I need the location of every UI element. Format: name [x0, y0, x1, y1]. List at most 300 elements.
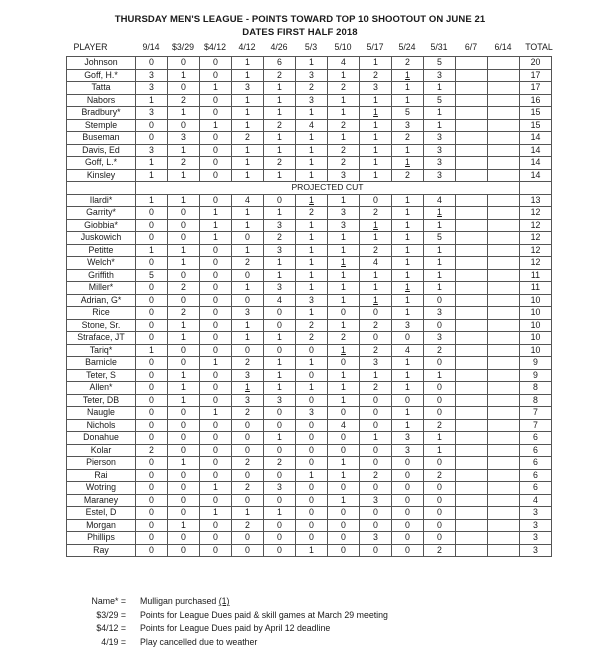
points-cell: 0 [392, 532, 424, 545]
points-cell: 1 [296, 307, 328, 320]
points-cell [456, 219, 488, 232]
table-row [67, 457, 552, 470]
table-row [67, 107, 552, 120]
points-cell: 0 [136, 507, 168, 520]
points-cell: 0 [232, 494, 264, 507]
points-cell: 0 [424, 507, 456, 520]
points-cell: 1 [328, 344, 360, 357]
points-cell: 3 [392, 319, 424, 332]
points-cell: 1 [296, 107, 328, 120]
points-cell [456, 69, 488, 82]
points-cell: 1 [328, 469, 360, 482]
points-cell [488, 107, 520, 120]
points-cell: 4 [360, 257, 392, 270]
total-cell: 10 [520, 307, 552, 320]
total-cell: 4 [520, 494, 552, 507]
total-cell: 10 [520, 294, 552, 307]
points-cell: 1 [424, 107, 456, 120]
points-cell [488, 57, 520, 70]
points-cell: 1 [360, 169, 392, 182]
points-cell: 0 [136, 432, 168, 445]
points-cell [488, 244, 520, 257]
points-cell [456, 94, 488, 107]
points-cell: 3 [424, 69, 456, 82]
points-cell: 0 [200, 519, 232, 532]
points-cell: 0 [168, 119, 200, 132]
player-name: Straface, JT [67, 332, 136, 345]
points-cell: 2 [232, 257, 264, 270]
points-table [66, 56, 552, 557]
points-cell [488, 482, 520, 495]
points-cell: 0 [296, 369, 328, 382]
points-cell [488, 119, 520, 132]
points-cell: 0 [136, 457, 168, 470]
points-cell: 1 [328, 457, 360, 470]
points-cell: 0 [200, 244, 232, 257]
projected-cut-row [67, 182, 552, 195]
sheet-subtitle: DATES FIRST HALF 2018 [242, 27, 358, 38]
points-cell [456, 419, 488, 432]
points-cell: 1 [392, 232, 424, 245]
points-cell: 3 [232, 394, 264, 407]
player-name: Johnson [67, 57, 136, 70]
points-cell: 0 [200, 194, 232, 207]
points-cell: 0 [328, 507, 360, 520]
points-cell: 1 [232, 319, 264, 332]
points-cell: 3 [392, 444, 424, 457]
points-cell: 0 [200, 419, 232, 432]
points-cell: 5 [136, 269, 168, 282]
points-cell: 0 [136, 369, 168, 382]
table-row [67, 144, 552, 157]
points-cell [488, 219, 520, 232]
points-cell [456, 532, 488, 545]
table-row [67, 494, 552, 507]
points-cell: 0 [232, 344, 264, 357]
points-cell: 0 [136, 307, 168, 320]
table-row [67, 232, 552, 245]
points-cell [488, 294, 520, 307]
points-cell: 1 [168, 394, 200, 407]
points-cell [488, 207, 520, 220]
total-cell: 10 [520, 332, 552, 345]
points-cell: 0 [200, 282, 232, 295]
points-cell [488, 419, 520, 432]
points-cell: 2 [232, 519, 264, 532]
points-cell: 1 [392, 357, 424, 370]
points-cell: 1 [296, 169, 328, 182]
player-name: Goff, H.* [67, 69, 136, 82]
total-cell: 12 [520, 219, 552, 232]
table-row [67, 132, 552, 145]
points-cell [488, 169, 520, 182]
table-row [67, 507, 552, 520]
points-cell [456, 232, 488, 245]
points-cell: 3 [232, 369, 264, 382]
points-cell: 1 [392, 307, 424, 320]
points-cell: 0 [232, 532, 264, 545]
points-cell: 0 [392, 332, 424, 345]
points-cell: 0 [296, 457, 328, 470]
cut-blank [520, 182, 552, 195]
points-cell [456, 269, 488, 282]
points-cell: 2 [264, 69, 296, 82]
table-row [67, 169, 552, 182]
points-cell: 2 [264, 232, 296, 245]
points-cell: 0 [168, 482, 200, 495]
points-cell: 0 [136, 294, 168, 307]
points-cell: 0 [232, 469, 264, 482]
points-cell: 1 [328, 232, 360, 245]
total-cell: 8 [520, 394, 552, 407]
table-row [67, 357, 552, 370]
points-cell: 0 [232, 419, 264, 432]
points-cell [456, 57, 488, 70]
points-cell: 1 [424, 369, 456, 382]
player-name: Naugle [67, 407, 136, 420]
points-cell: 1 [168, 332, 200, 345]
points-cell: 2 [328, 144, 360, 157]
note-key: $3/29 = [96, 609, 126, 620]
points-cell: 0 [296, 419, 328, 432]
points-cell: 0 [328, 307, 360, 320]
points-cell: 1 [296, 157, 328, 170]
points-cell: 1 [360, 144, 392, 157]
player-name: Teter, DB [67, 394, 136, 407]
points-cell: 2 [168, 157, 200, 170]
points-cell [456, 357, 488, 370]
points-cell [488, 269, 520, 282]
points-cell [456, 432, 488, 445]
points-cell: 1 [200, 357, 232, 370]
points-cell: 0 [200, 307, 232, 320]
points-cell [456, 544, 488, 557]
points-cell: 0 [328, 444, 360, 457]
total-cell: 3 [520, 519, 552, 532]
points-cell: 2 [168, 307, 200, 320]
points-cell: 1 [264, 432, 296, 445]
total-cell: 14 [520, 157, 552, 170]
points-cell: 0 [264, 344, 296, 357]
points-cell [456, 469, 488, 482]
points-cell: 1 [328, 382, 360, 395]
points-cell: 1 [328, 294, 360, 307]
points-cell: 2 [360, 469, 392, 482]
points-cell [456, 144, 488, 157]
points-cell: 3 [328, 219, 360, 232]
player-name: Morgan [67, 519, 136, 532]
points-cell [456, 82, 488, 95]
header-total: TOTAL [525, 42, 553, 52]
points-cell: 0 [200, 94, 232, 107]
points-cell: 1 [392, 194, 424, 207]
total-cell: 9 [520, 357, 552, 370]
points-cell: 0 [360, 519, 392, 532]
points-cell [488, 157, 520, 170]
points-cell: 3 [264, 282, 296, 295]
points-cell: 1 [360, 282, 392, 295]
total-cell: 20 [520, 57, 552, 70]
points-cell: 1 [392, 69, 424, 82]
points-cell: 1 [360, 132, 392, 145]
points-cell: 4 [264, 294, 296, 307]
points-cell: 1 [200, 482, 232, 495]
points-cell [456, 407, 488, 420]
points-cell: 3 [328, 169, 360, 182]
points-cell: 0 [200, 157, 232, 170]
points-cell: 1 [296, 469, 328, 482]
points-cell: 0 [200, 57, 232, 70]
table-row [67, 219, 552, 232]
points-cell [456, 257, 488, 270]
points-cell: 2 [424, 344, 456, 357]
header-3-29-dues: $3/29 [171, 42, 194, 52]
points-cell: 1 [424, 244, 456, 257]
points-cell [456, 507, 488, 520]
points-cell: 3 [392, 432, 424, 445]
points-cell: 3 [424, 132, 456, 145]
points-cell: 0 [136, 532, 168, 545]
points-cell: 0 [200, 469, 232, 482]
points-cell: 0 [296, 344, 328, 357]
points-cell: 0 [264, 407, 296, 420]
points-cell: 2 [232, 482, 264, 495]
points-cell: 1 [392, 219, 424, 232]
points-cell: 0 [232, 294, 264, 307]
cut-blank [67, 182, 136, 195]
points-cell: 0 [136, 319, 168, 332]
table-row [67, 344, 552, 357]
points-cell: 0 [232, 432, 264, 445]
player-name: Goff, L.* [67, 157, 136, 170]
points-cell: 3 [264, 219, 296, 232]
points-cell: 1 [392, 257, 424, 270]
player-name: Rice [67, 307, 136, 320]
points-cell: 3 [296, 94, 328, 107]
points-cell: 0 [392, 494, 424, 507]
points-cell: 0 [168, 507, 200, 520]
points-cell: 3 [232, 307, 264, 320]
points-cell: 4 [328, 419, 360, 432]
points-cell: 2 [328, 157, 360, 170]
sheet-title: THURSDAY MEN'S LEAGUE - POINTS TOWARD TOP 10 SHOOTOUT ON JUNE 21 [114, 14, 486, 25]
points-cell: 3 [360, 494, 392, 507]
points-cell: 0 [168, 444, 200, 457]
points-cell: 4 [392, 344, 424, 357]
points-cell: 2 [296, 319, 328, 332]
points-cell: 3 [424, 157, 456, 170]
points-cell: 0 [168, 357, 200, 370]
total-cell: 7 [520, 407, 552, 420]
points-cell: 5 [424, 57, 456, 70]
points-cell: 1 [168, 69, 200, 82]
points-cell [456, 194, 488, 207]
points-cell: 3 [136, 82, 168, 95]
points-cell: 1 [328, 319, 360, 332]
points-cell [488, 394, 520, 407]
points-cell: 0 [136, 544, 168, 557]
points-cell: 0 [136, 332, 168, 345]
points-cell: 2 [296, 82, 328, 95]
table-row [67, 282, 552, 295]
points-cell: 1 [232, 219, 264, 232]
points-cell: 0 [424, 494, 456, 507]
points-cell: 0 [328, 407, 360, 420]
player-name: Bradbury* [67, 107, 136, 120]
total-cell: 11 [520, 282, 552, 295]
points-cell: 0 [424, 294, 456, 307]
points-cell: 0 [296, 507, 328, 520]
points-cell: 1 [232, 144, 264, 157]
points-cell: 0 [296, 394, 328, 407]
points-cell [456, 369, 488, 382]
table-row [67, 419, 552, 432]
points-cell [456, 457, 488, 470]
points-cell: 0 [328, 357, 360, 370]
points-cell [488, 319, 520, 332]
points-cell [456, 244, 488, 257]
points-cell [488, 82, 520, 95]
points-cell: 0 [360, 419, 392, 432]
header-4-26: 4/26 [270, 42, 288, 52]
points-cell [488, 332, 520, 345]
table-row [67, 407, 552, 420]
points-cell: 0 [264, 194, 296, 207]
points-cell: 0 [168, 219, 200, 232]
points-cell: 2 [264, 157, 296, 170]
points-cell: 1 [328, 94, 360, 107]
points-cell: 1 [296, 357, 328, 370]
points-cell: 0 [136, 419, 168, 432]
points-cell: 0 [296, 494, 328, 507]
points-cell: 3 [232, 82, 264, 95]
points-cell: 1 [296, 282, 328, 295]
header-5-17: 5/17 [366, 42, 384, 52]
points-cell: 0 [136, 232, 168, 245]
player-name: Miller* [67, 282, 136, 295]
points-cell: 2 [232, 357, 264, 370]
points-cell: 1 [392, 207, 424, 220]
points-cell: 1 [328, 494, 360, 507]
points-cell: 2 [360, 69, 392, 82]
points-cell: 0 [360, 332, 392, 345]
points-cell [488, 544, 520, 557]
points-cell: 1 [232, 157, 264, 170]
points-cell: 0 [200, 444, 232, 457]
points-cell: 1 [360, 432, 392, 445]
table-row [67, 469, 552, 482]
points-cell: 1 [264, 257, 296, 270]
points-cell: 3 [296, 407, 328, 420]
points-cell: 1 [328, 107, 360, 120]
points-cell: 1 [392, 419, 424, 432]
points-cell: 0 [264, 307, 296, 320]
points-cell: 0 [360, 507, 392, 520]
points-cell [488, 444, 520, 457]
total-cell: 6 [520, 482, 552, 495]
points-cell: 3 [264, 244, 296, 257]
table-row [67, 444, 552, 457]
points-cell: 1 [392, 369, 424, 382]
table-row [67, 244, 552, 257]
table-row [67, 207, 552, 220]
table-row [67, 57, 552, 70]
points-cell: 1 [296, 194, 328, 207]
points-cell: 1 [232, 282, 264, 295]
points-cell: 0 [232, 232, 264, 245]
points-cell: 3 [360, 357, 392, 370]
total-cell: 12 [520, 244, 552, 257]
points-cell: 0 [296, 432, 328, 445]
points-cell [456, 444, 488, 457]
player-name: Giobbia* [67, 219, 136, 232]
points-cell: 1 [328, 257, 360, 270]
points-cell [488, 369, 520, 382]
points-cell [488, 382, 520, 395]
table-row [67, 544, 552, 557]
points-cell: 0 [360, 407, 392, 420]
note-key: Name* = [91, 596, 126, 606]
total-cell: 6 [520, 444, 552, 457]
points-cell: 2 [360, 244, 392, 257]
points-cell: 4 [296, 119, 328, 132]
points-cell: 1 [200, 232, 232, 245]
points-cell: 0 [328, 482, 360, 495]
player-name: Buseman [67, 132, 136, 145]
points-cell: 5 [392, 107, 424, 120]
points-cell [488, 144, 520, 157]
points-cell: 0 [424, 394, 456, 407]
total-cell: 7 [520, 419, 552, 432]
points-cell: 1 [424, 219, 456, 232]
points-cell: 0 [168, 494, 200, 507]
points-cell: 1 [168, 369, 200, 382]
points-cell [456, 157, 488, 170]
points-cell: 0 [232, 269, 264, 282]
points-cell: 1 [296, 257, 328, 270]
points-cell: 0 [168, 57, 200, 70]
points-cell: 1 [264, 369, 296, 382]
points-cell: 0 [136, 207, 168, 220]
player-name: Adrian, G* [67, 294, 136, 307]
points-cell [488, 507, 520, 520]
points-cell: 0 [232, 444, 264, 457]
player-name: Davis, Ed [67, 144, 136, 157]
points-cell: 0 [168, 232, 200, 245]
player-name: Barnicle [67, 357, 136, 370]
points-cell: 1 [296, 244, 328, 257]
points-cell: 2 [232, 457, 264, 470]
player-name: Nichols [67, 419, 136, 432]
points-cell: 0 [168, 82, 200, 95]
note-key: $4/12 = [96, 623, 126, 633]
points-cell: 2 [360, 382, 392, 395]
points-cell: 0 [264, 319, 296, 332]
points-cell: 0 [264, 544, 296, 557]
table-row [67, 257, 552, 270]
points-cell: 1 [200, 507, 232, 520]
table-row [67, 294, 552, 307]
points-cell: 0 [424, 382, 456, 395]
projected-cut-label: PROJECTED CUT [136, 182, 520, 195]
points-cell: 0 [264, 519, 296, 532]
total-cell: 14 [520, 132, 552, 145]
points-cell [456, 332, 488, 345]
points-cell: 1 [424, 119, 456, 132]
player-name: Kolar [67, 444, 136, 457]
player-name: Tariq* [67, 344, 136, 357]
header-4-12: 4/12 [238, 42, 256, 52]
